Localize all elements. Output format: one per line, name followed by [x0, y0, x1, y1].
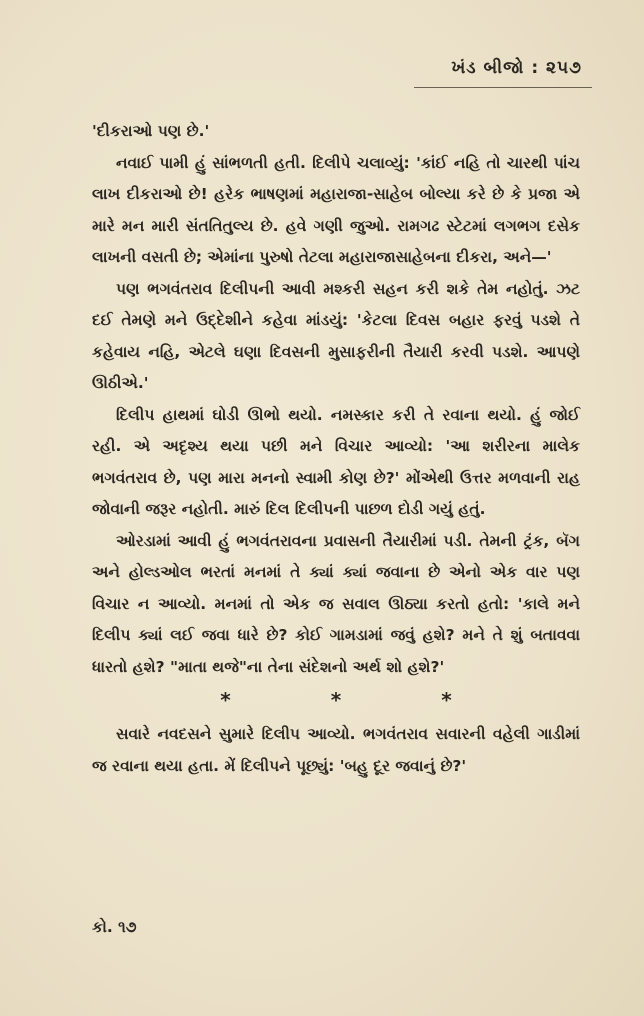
separator-star: * [220, 688, 231, 712]
paragraph: 'દીકરાઓ પણ છે.' [92, 122, 210, 140]
separator-star: * [441, 688, 452, 712]
paragraph: દિલીપ હાથમાં ઘોડી ઊભો થયો. નમસ્કાર કરી તે રવાના થયો. હું જોઈ રહી. એ અદૃશ્ય થયા પછી મને વિચાર આવ્યો: 'આ શરીરના માલેક ભગવંતરાવ છે, પણ મારા મનનો સ્વામી કોણ છે?' મોંએથી ઉત્તર મળવાની રાહ જોવાની જરૂર નહોતી. મારું દિલ દિલીપની પાછળ દોડી ગયું હતું. [92, 405, 580, 518]
paragraph: પણ ભગવંતરાવ દિલીપની આવી મશ્કરી સહન કરી શકે તેમ નહોતું. ઝટ દઈ તેમણે મને ઉદ્દેશીને કહેવા માંડયું: 'કેટલા દિવસ બહાર ફરવું પડશે તે કહેવાય નહિ, એટલે ઘણા દિવસની મુસાફરીની તૈયારી કરવી પડશે. આપણે ઊઠીએ.' [92, 279, 580, 392]
paragraph: નવાઈ પામી હું સાંભળતી હતી. દિલીપે ચલાવ્યું: 'કાંઈ નહિ તો ચારથી પાંચ લાખ દીકરાઓ છે! હરેક ભાષણમાં મહારાજા-સાહેબ બોલ્યા કરે છે કે પ્રજા એ મારે મન મારી સંતતિતુલ્ય છે. હવે ગણી જુઓ. રામગઢ સ્ટેટમાં લગભગ દસેક લાખની વસતી છે; એમાંના પુરુષો તેટલા મહારાજાસાહેબના દીકરા, અને—' [92, 153, 580, 266]
separator-star: * [330, 688, 342, 712]
section-separator [92, 685, 580, 715]
paragraph: સવારે નવદસને સુમારે દિલીપ આવ્યો. ભગવંતરાવ સવારની વહેલી ગાડીમાં જ રવાના થયા હતા. મેં દિલીપને પૂછ્યું: 'બહુ દૂર જવાનું છે?' [92, 725, 580, 775]
running-head: ખંડ બીજો : ૨૫૭ [451, 58, 582, 78]
body-text [92, 116, 580, 782]
header-rule [414, 87, 592, 88]
paragraph: ઓરડામાં આવી હું ભગવંતરાવના પ્રવાસની તૈયારીમાં પડી. તેમની ટ્રંક, બૅગ અને હોલ્ડઓલ ભરતાં મનમાં તે ક્યાં ક્યાં જવાના છે એનો એક વાર પણ વિચાર ન આવ્યો. મનમાં તો એક જ સવાલ ઊઠ્યા કરતો હતો: 'કાલે મને દિલીપ ક્યાં લઈ જવા ધારે છે? કોઈ ગામડામાં જવું હશે? મને તે શું બતાવવા ધારતો હશે? "માતા થજે"ના તેના સંદેશનો અર્થ શો હશે?' [92, 531, 580, 676]
signature-mark: કો. ૧૭ [92, 918, 137, 936]
